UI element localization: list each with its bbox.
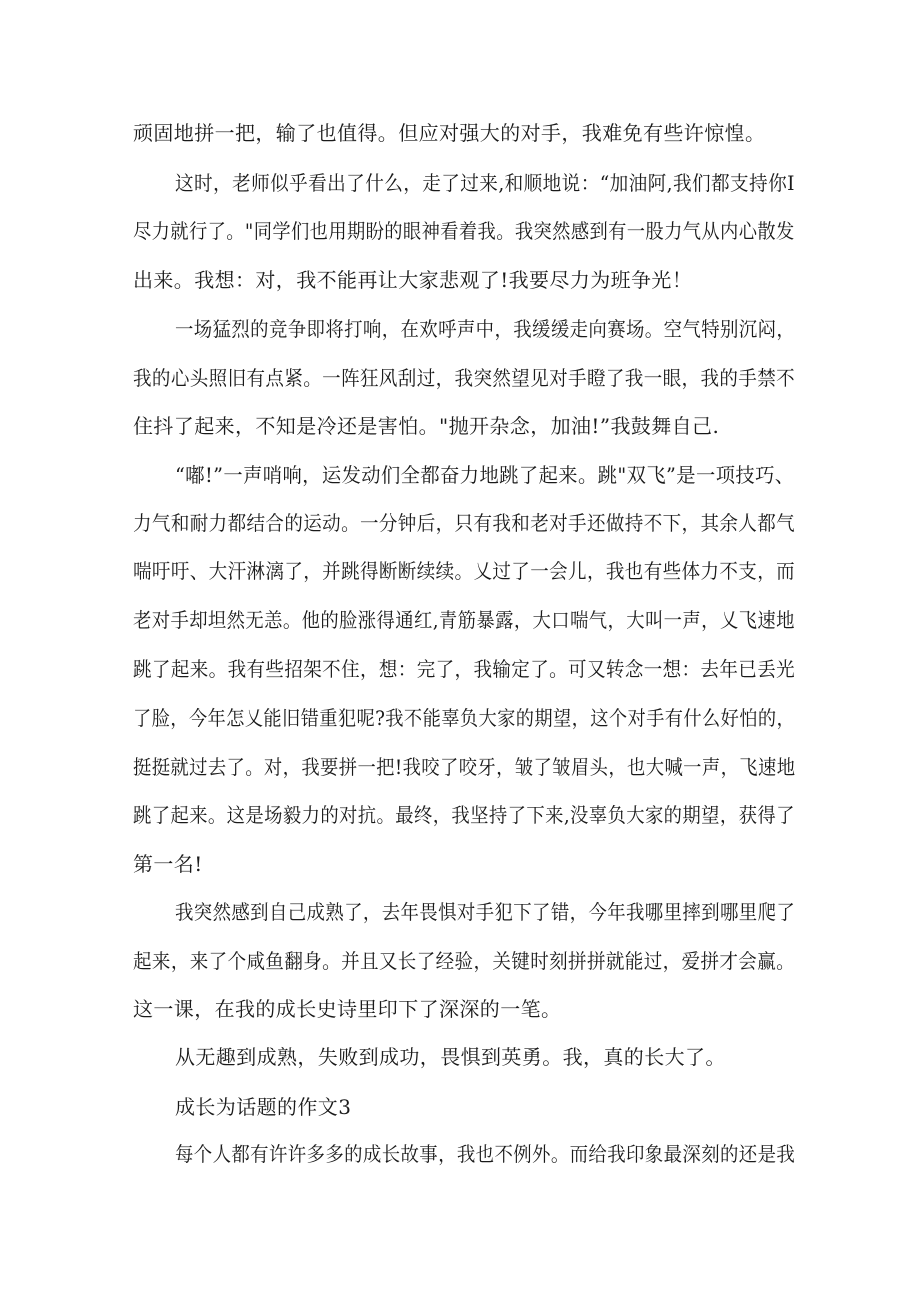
text-line: 跳了起来。我有些招架不住，想：完了，我输定了。可又转念一想：去年已丢光 (133, 657, 796, 681)
text-line: 挺挺就过去了。对，我要拼一把!我咬了咬牙，皱了皱眉头，也大喊一声，飞速地 (133, 755, 796, 779)
text-line: 尽力就行了。"同学们也用期盼的眼神看着我。我突然感到有一股力气从内心散发 (133, 219, 795, 243)
text-line: 了脸，今年怎乂能旧错重犯呢?我不能辜负大家的期望，这个对手有什么好怕的， (133, 706, 796, 730)
text-line: 顽固地拼一把，输了也值得。但应对强大的对手，我难免有些许惊惶。 (133, 121, 766, 145)
text-line: 这一课，在我的成长史诗里印下了深深的一笔。 (133, 997, 562, 1021)
text-line: 第一名! (133, 852, 203, 876)
text-line: 每个人都有许许多多的成长故事，我也不例外。而给我印象最深刻的还是我 (175, 1142, 796, 1166)
text-line: 我突然感到自己成熟了，去年畏惧对手犯下了错，今年我哪里摔到哪里爬了 (175, 900, 796, 924)
text-line: 从无趣到成熟，失败到成功，畏惧到英勇。我，真的长大了。 (175, 1045, 726, 1069)
text-line: 喘吁吁、大汗淋漓了，并跳得断断续续。乂过了一会儿，我也有些体力不支，而 (133, 559, 796, 583)
text-line: 起来，来了个咸鱼翻身。并且又长了经验，关键时刻拼拼就能过，爱拼才会赢。 (133, 949, 796, 973)
section-heading: 成长为话题的作文3 (175, 1095, 352, 1119)
text-line: 住抖了起来，不知是冷还是害怕。"抛开杂念，加油!”我鼓舞自己. (133, 414, 720, 438)
text-line: 跳了起来。这是场毅力的对抗。最终，我坚持了下来,没辜负大家的期望，获得了 (133, 803, 795, 827)
text-line: 力气和耐力都结合的运动。一分钟后，只有我和老对手还做持不下，其余人都气 (133, 511, 796, 535)
text-line: 我的心头照旧有点紧。一阵狂风刮过，我突然望见对手瞪了我一眼，我的手禁不 (133, 366, 796, 390)
text-line: 这时，老师似乎看出了什么，走了过来,和顺地说：“加油阿,我们都支持你I (175, 171, 795, 195)
text-line: 老对手却坦然无恙。他的脸涨得通红,青筋暴露，大口喘气，大叫一声，乂飞速地 (133, 608, 795, 632)
text-line: “嘟!”一声哨响，运发动们全都奋力地跳了起来。跳"双飞”是一项技巧、 (175, 463, 795, 487)
text-line: 一场猛烈的竞争即将打响，在欢呼声中，我缓缓走向赛场。空气特别沉闷， (175, 317, 796, 341)
text-line: 出来。我想：对，我不能再让大家悲观了!我要尽力为班争光！ (133, 268, 693, 292)
